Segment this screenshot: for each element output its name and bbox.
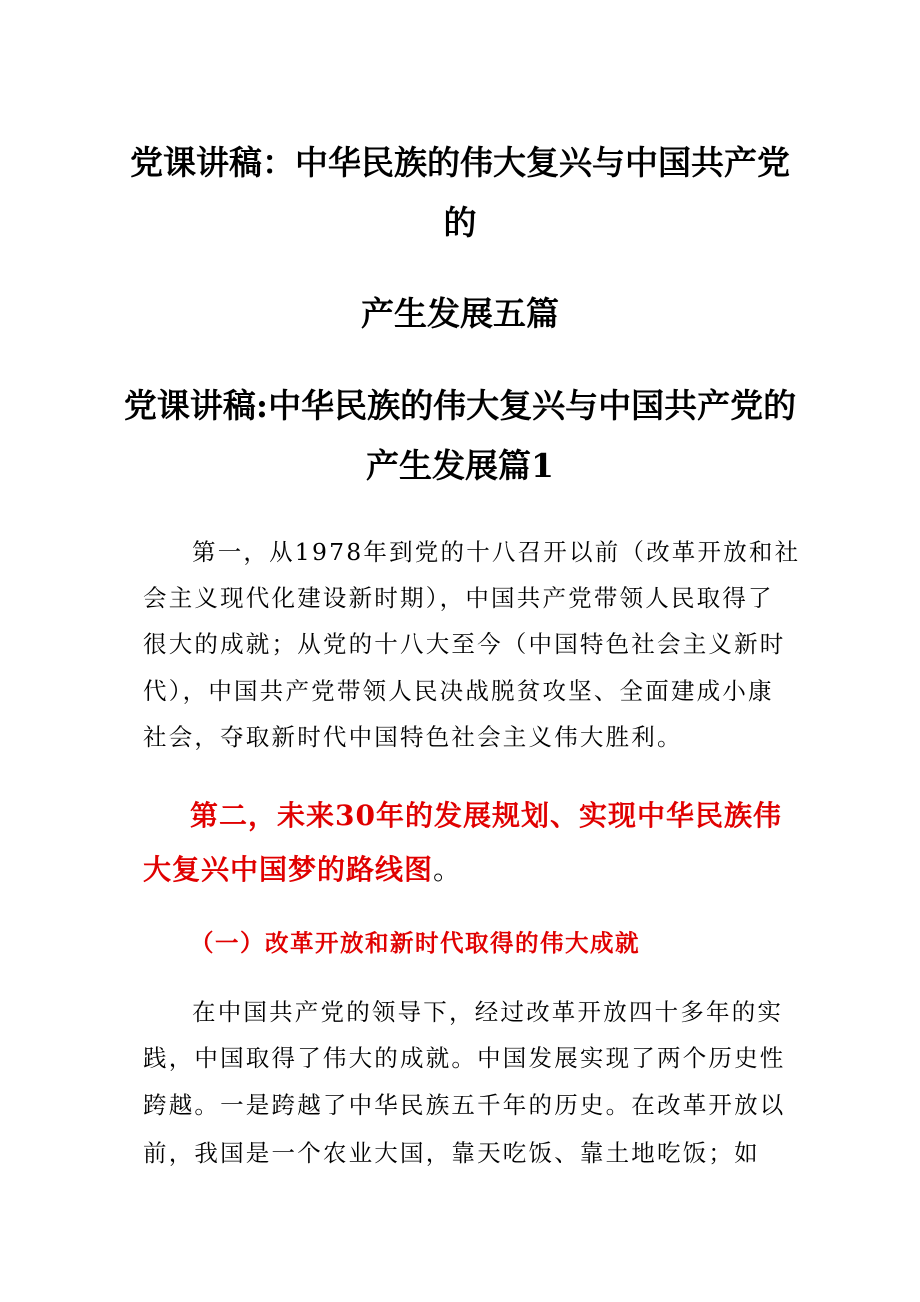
document-title-line-3: 产生发展五篇 — [361, 294, 559, 333]
section-title-line-2: 产生发展篇1 — [366, 446, 554, 485]
paragraph-1-line: 会主义现代化建设新时期），中国共产党带领人民取得了 — [143, 584, 774, 612]
paragraph-1-line: 第一，从1978年到党的十八召开以前（改革开放和社 — [192, 538, 801, 566]
paragraph-2-line: 前，我国是一个农业大国，靠天吃饭、靠土地吃饭；如 — [143, 1139, 760, 1167]
paragraph-2-line: 在中国共产党的领导下，经过改革开放四十多年的实 — [192, 998, 784, 1026]
paragraph-2-line: 跨越。一是跨越了中华民族五千年的历史。在改革开放以 — [143, 1091, 786, 1119]
red-paragraph-line-2-text: 大复兴中国梦的路线图 — [143, 853, 434, 886]
paragraph-2-line: 践，中国取得了伟大的成就。中国发展实现了两个历史性 — [143, 1044, 786, 1072]
section-subheading: （一）改革开放和新时代取得的伟大成就 — [190, 929, 640, 957]
document-title-line-2: 的 — [443, 203, 477, 242]
red-paragraph-line-2 — [143, 852, 462, 888]
section-title-line-1: 党课讲稿:中华民族的伟大复兴与中国共产党的 — [123, 386, 797, 425]
red-paragraph-period: 。 — [433, 853, 463, 886]
paragraph-1-line: 社会，夺取新时代中国特色社会主义伟大胜利。 — [143, 723, 683, 751]
paragraph-1-line: 代），中国共产党带领人民决战脱贫攻坚、全面建成小康 — [143, 677, 774, 705]
red-paragraph-line-1: 第二，未来30年的发展规划、实现中华民族伟 — [190, 799, 782, 832]
paragraph-1-line: 很大的成就；从党的十八大至今（中国特色社会主义新时 — [143, 630, 786, 658]
document-title-line-1: 党课讲稿：中华民族的伟大复兴与中国共产党 — [130, 143, 790, 182]
